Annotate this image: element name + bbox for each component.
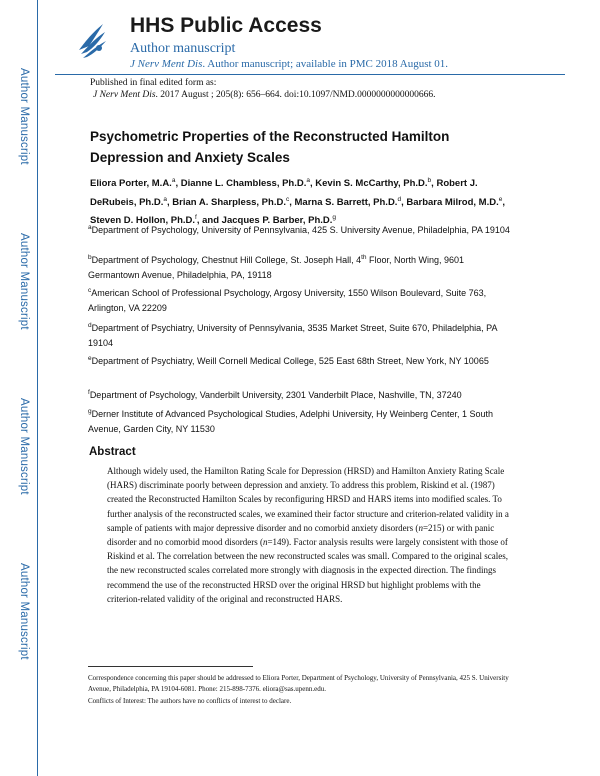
sidebar-label: Author Manuscript bbox=[18, 563, 30, 660]
abstract-text: =215) or with panic disorder and no comorbid mood disorders ( bbox=[107, 522, 495, 548]
author-separator: , and bbox=[196, 215, 222, 227]
affil-mark: e bbox=[88, 355, 92, 362]
author-separator: , bbox=[310, 178, 316, 190]
hhs-title: HHS Public Access bbox=[130, 14, 322, 37]
abstract-italic-n: n bbox=[262, 537, 268, 548]
author-separator: , bbox=[401, 196, 407, 208]
affil-mark: f bbox=[88, 389, 90, 396]
author-name: Kevin S. McCarthy, Ph.D. bbox=[315, 178, 428, 190]
abstract-text: =149). Factor analysis results were largely consistent with those of Riskind et al. The correlation between the new reconstructed scales was small. Compared to the original scales, the new reconstructed scales correlated more strongly with diagnosis in the expected direction. The findings recommend the use of the reconstructed HRSD over the original HRSD but highlight problems with the criterion-related validity of the original and reconstructed HARS. bbox=[107, 537, 508, 604]
availability-text: . Author manuscript; available in PMC 2018 August 01. bbox=[202, 58, 449, 70]
sidebar-label: Author Manuscript bbox=[18, 398, 30, 495]
author-name: Jacques P. Barber, Ph.D. bbox=[221, 215, 333, 227]
header-rule bbox=[55, 74, 565, 75]
correspondence-footnote: Correspondence concerning this paper should be addressed to Eliora Porter, Department of Psychology, University of Pennsylvania, 425 S. University Avenue, Philadelphia, PA 19104-6081. Phone: 215-898-7376. eliora@sas.upenn.edu. bbox=[88, 674, 509, 693]
affiliation bbox=[88, 385, 513, 403]
author-name: Steven D. Hollon, Ph.D. bbox=[90, 215, 196, 227]
affiliation bbox=[88, 318, 513, 351]
affiliation bbox=[88, 283, 513, 316]
affil-text: Department of Psychiatry, University of Pennsylvania, 3535 Market Street, Suite 670, Philadelphia, PA 19104 bbox=[88, 323, 497, 348]
sidebar-label: Author Manuscript bbox=[18, 233, 30, 330]
affiliation bbox=[88, 250, 513, 283]
citation-details: . 2017 August ; 205(8): 656–664. doi:10.1097/NMD.0000000000000666. bbox=[155, 90, 436, 100]
affil-text: American School of Professional Psychology, Argosy University, 1550 Wilson Boulevard, Suite 763, Arlington, VA 22209 bbox=[88, 288, 487, 313]
title-line: Psychometric Properties of the Reconstructed Hamilton bbox=[90, 129, 450, 144]
abstract-text: Although widely used, the Hamilton Rating Scale for Depression (HRSD) and Hamilton Anxiety Rating Scale (HARS) discriminate poorly between depression and anxiety. To address this problem, Riskind et al. (1987) created the Reconstructed Hamilton Scales by reconfiguring HRSD and HARS items into modified scales. To further analysis of the reconstructed scales, we examined their factor structure and criterion-related validity in a sample of patients with major depressive disorder and no comorbid anxiety disorders ( bbox=[107, 466, 509, 533]
affil-text: Department of Psychiatry, Weill Cornell Medical College, 525 East 68th Street, New York, NY 10065 bbox=[91, 356, 489, 366]
author-separator: , bbox=[289, 196, 295, 208]
affil-text: Derner Institute of Advanced Psychological Studies, Adelphi University, Hy Weinberg Center, 1 South Avenue, Garden City, NY 11530 bbox=[88, 409, 494, 434]
author-affil-mark: a bbox=[171, 177, 176, 184]
author-affil-mark: a bbox=[306, 177, 310, 184]
sidebar-label: Author Manuscript bbox=[18, 68, 30, 165]
conflict-statement: Conflicts of Interest: The authors have no conflicts of interest to declare. bbox=[88, 697, 292, 705]
affil-mark: b bbox=[88, 254, 92, 261]
author-separator: , bbox=[167, 196, 173, 208]
author-affil-mark: g bbox=[332, 214, 337, 222]
paper-title bbox=[90, 126, 530, 168]
author-name: Robert J. DeRubeis, Ph.D. bbox=[90, 178, 478, 208]
author-manuscript-subtitle: Author manuscript bbox=[130, 41, 236, 56]
affil-text: Department of Psychology, Vanderbilt University, 2301 Vanderbilt Place, Nashville, TN, 37240 bbox=[89, 390, 462, 400]
abstract-body bbox=[107, 464, 513, 606]
author-name: Barbara Milrod, M.D. bbox=[406, 196, 499, 208]
affiliation bbox=[88, 351, 513, 369]
author-separator: , bbox=[431, 178, 437, 190]
author-separator: , bbox=[502, 196, 505, 208]
author-affil-mark: c bbox=[285, 195, 290, 203]
journal-availability bbox=[130, 58, 448, 70]
citation bbox=[93, 90, 436, 100]
sidebar-rule bbox=[37, 0, 38, 776]
author-name: Brian A. Sharpless, Ph.D. bbox=[172, 196, 286, 208]
author-name: Eliora Porter, M.A. bbox=[90, 178, 172, 190]
affil-mark: a bbox=[88, 224, 92, 231]
affil-mark: g bbox=[88, 408, 92, 415]
title-line: Depression and Anxiety Scales bbox=[90, 150, 290, 165]
hhs-eagle-logo-icon bbox=[75, 20, 109, 60]
affiliation bbox=[88, 220, 513, 238]
author-separator: , bbox=[175, 178, 181, 190]
abstract-heading: Abstract bbox=[89, 446, 136, 458]
author-name: Marna S. Barrett, Ph.D. bbox=[294, 196, 398, 208]
author-affil-mark: d bbox=[397, 195, 402, 203]
journal-name: J Nerv Ment Dis bbox=[130, 58, 203, 70]
author-name: Dianne L. Chambless, Ph.D. bbox=[180, 178, 307, 190]
affil-text: Floor, North Wing, 9601 Germantown Avenue, Philadelphia, PA, 19118 bbox=[88, 255, 465, 280]
author-affil-mark: e bbox=[498, 195, 503, 203]
ordinal-suffix: th bbox=[361, 254, 367, 261]
affil-text: Department of Psychology, Chestnut Hill College, St. Joseph Hall, 4 bbox=[91, 255, 362, 265]
abstract-italic-n: n bbox=[418, 522, 423, 533]
author-affil-mark: b bbox=[427, 177, 432, 184]
published-label: Published in final edited form as: bbox=[90, 78, 217, 88]
affiliation bbox=[88, 404, 513, 437]
affil-mark: c bbox=[88, 287, 92, 294]
footnote-rule bbox=[88, 666, 253, 667]
citation-journal: J Nerv Ment Dis bbox=[93, 90, 156, 100]
author-affil-mark: a bbox=[163, 195, 167, 203]
affil-text: Department of Psychology, University of Pennsylvania, 425 S. University Avenue, Philadelphia, PA 19104 bbox=[91, 225, 510, 235]
affil-mark: d bbox=[88, 322, 92, 329]
author-affil-mark: f bbox=[195, 214, 197, 222]
